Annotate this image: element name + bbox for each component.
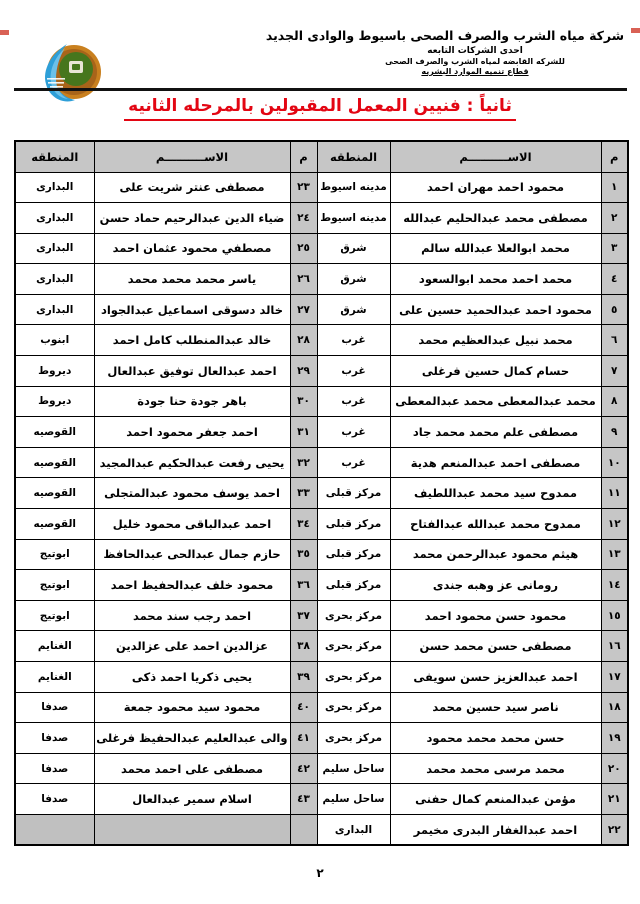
right-region-cell: غرب — [317, 447, 390, 478]
right-region-cell: ساحل سليم — [317, 753, 390, 784]
left-num-cell: ٤٢ — [290, 753, 317, 784]
right-num-cell: ٢ — [601, 203, 628, 234]
left-num-cell: ٢٣ — [290, 172, 317, 203]
table-row — [15, 662, 628, 693]
left-name-cell: مصطفى على احمد محمد — [94, 753, 290, 784]
header-name-right: الاســــــــــم — [390, 141, 601, 172]
left-num-cell — [290, 814, 317, 845]
right-region-cell: البدارى — [317, 814, 390, 845]
left-region-cell: الغنايم — [15, 631, 94, 662]
left-region-cell: صدفا — [15, 784, 94, 815]
right-name-cell: ممدوح محمد عبدالله عبدالفتاح — [390, 509, 601, 540]
left-region-cell: ابوتيج — [15, 539, 94, 570]
left-name-cell: خالد دسوقى اسماعيل عبدالجواد — [94, 294, 290, 325]
table-row — [15, 600, 628, 631]
left-region-cell: صدفا — [15, 723, 94, 754]
left-num-cell: ٣٠ — [290, 386, 317, 417]
left-name-cell — [94, 814, 290, 845]
header-num-right: م — [601, 141, 628, 172]
right-num-cell: ١٢ — [601, 509, 628, 540]
table-row — [15, 264, 628, 295]
left-region-cell: ابوتيج — [15, 570, 94, 601]
table-row — [15, 723, 628, 754]
right-num-cell: ٥ — [601, 294, 628, 325]
left-region-cell: القوصيه — [15, 447, 94, 478]
left-num-cell: ٢٦ — [290, 264, 317, 295]
right-num-cell: ١ — [601, 172, 628, 203]
left-name-cell: يحيى رفعت عبدالحكيم عبدالمجيد — [94, 447, 290, 478]
right-region-cell: شرق — [317, 264, 390, 295]
right-name-cell: مصطفى علم محمد محمد جاد — [390, 417, 601, 448]
table-row — [15, 325, 628, 356]
right-name-cell: محمود احمد مهران احمد — [390, 172, 601, 203]
left-num-cell: ٣٥ — [290, 539, 317, 570]
right-num-cell: ١٨ — [601, 692, 628, 723]
left-name-cell: مصطفي محمود عثمان احمد — [94, 233, 290, 264]
right-num-cell: ١٦ — [601, 631, 628, 662]
table-row — [15, 172, 628, 203]
left-region-cell: البدارى — [15, 294, 94, 325]
section-title: ثانياً : فنيين المعمل المقبولين بالمرحله الثانيه — [124, 96, 516, 121]
left-num-cell: ٣٣ — [290, 478, 317, 509]
header-num-left: م — [290, 141, 317, 172]
right-num-cell: ٢٢ — [601, 814, 628, 845]
table-row — [15, 203, 628, 234]
right-num-cell: ٦ — [601, 325, 628, 356]
header-region-right: المنطقه — [317, 141, 390, 172]
left-region-cell: القوصيه — [15, 417, 94, 448]
right-name-cell: محمد عبدالمعطى محمد عبدالمعطى — [390, 386, 601, 417]
company-name: شركة مياه الشرب والصرف الصحى باسيوط والوادى الجديد — [265, 28, 624, 43]
right-name-cell: محمد احمد محمد ابوالسعود — [390, 264, 601, 295]
left-name-cell: احمد عبدالعال توفيق عبدالعال — [94, 356, 290, 387]
right-name-cell: محمد ابوالعلا عبدالله سالم — [390, 233, 601, 264]
left-name-cell: اسلام سمير عبدالعال — [94, 784, 290, 815]
page-number: ٢ — [316, 866, 324, 880]
left-num-cell: ٢٧ — [290, 294, 317, 325]
right-region-cell: مركز قبلى — [317, 570, 390, 601]
document-header — [265, 28, 624, 77]
company-subline-1: احدى الشركات التابعه — [427, 45, 523, 56]
table-container — [14, 140, 629, 846]
right-num-cell: ١٠ — [601, 447, 628, 478]
left-name-cell: والى عبدالعليم عبدالحفيظ فرغلى — [94, 723, 290, 754]
right-name-cell: محمود حسن محمود احمد — [390, 600, 601, 631]
table-row — [15, 692, 628, 723]
right-region-cell: ساحل سليم — [317, 784, 390, 815]
table-row — [15, 814, 628, 845]
right-num-cell: ٩ — [601, 417, 628, 448]
left-name-cell: مصطفى عنتر شريت على — [94, 172, 290, 203]
right-num-cell: ٤ — [601, 264, 628, 295]
scan-artifact-right — [631, 28, 640, 33]
right-region-cell: مدينه اسيوط — [317, 172, 390, 203]
right-name-cell: هيثم محمود عبدالرحمن محمد — [390, 539, 601, 570]
right-region-cell: مركز بحرى — [317, 662, 390, 693]
right-num-cell: ١٧ — [601, 662, 628, 693]
left-num-cell: ٤٣ — [290, 784, 317, 815]
header-divider — [14, 88, 627, 91]
left-name-cell: باهر جودة حنا جودة — [94, 386, 290, 417]
right-num-cell: ١٥ — [601, 600, 628, 631]
left-region-cell: البدارى — [15, 264, 94, 295]
right-num-cell: ١٩ — [601, 723, 628, 754]
left-region-cell: ابنوب — [15, 325, 94, 356]
right-region-cell: مدينه اسيوط — [317, 203, 390, 234]
left-name-cell: حازم جمال عبدالحى عبدالحافظ — [94, 539, 290, 570]
table-row — [15, 233, 628, 264]
right-region-cell: شرق — [317, 233, 390, 264]
right-num-cell: ٧ — [601, 356, 628, 387]
left-region-cell: البدارى — [15, 172, 94, 203]
right-name-cell: مؤمن عبدالمنعم كمال حفنى — [390, 784, 601, 815]
right-name-cell: مصطفى احمد عبدالمنعم هدية — [390, 447, 601, 478]
left-num-cell: ٢٩ — [290, 356, 317, 387]
right-region-cell: غرب — [317, 386, 390, 417]
left-region-cell: ابوتيج — [15, 600, 94, 631]
table-row — [15, 478, 628, 509]
sector-name: قطاع تنميه الموارد البشريه — [421, 66, 529, 76]
table-row — [15, 417, 628, 448]
right-region-cell: غرب — [317, 325, 390, 356]
right-num-cell: ١١ — [601, 478, 628, 509]
right-name-cell: مصطفى حسن محمد حسن — [390, 631, 601, 662]
table-row — [15, 509, 628, 540]
left-name-cell: ضياء الدين عبدالرحيم حماد حسن — [94, 203, 290, 234]
table-body — [15, 172, 628, 845]
right-num-cell: ٢١ — [601, 784, 628, 815]
right-region-cell: مركز بحرى — [317, 600, 390, 631]
left-region-cell: صدفا — [15, 692, 94, 723]
right-name-cell: ناصر سيد حسين محمد — [390, 692, 601, 723]
left-num-cell: ٣٨ — [290, 631, 317, 662]
right-name-cell: ممدوح سيد محمد عبداللطيف — [390, 478, 601, 509]
left-name-cell: محمود خلف عبدالحفيظ احمد — [94, 570, 290, 601]
table-row — [15, 539, 628, 570]
table-row — [15, 570, 628, 601]
right-num-cell: ١٤ — [601, 570, 628, 601]
right-num-cell: ٣ — [601, 233, 628, 264]
right-region-cell: مركز قبلى — [317, 539, 390, 570]
left-num-cell: ٢٨ — [290, 325, 317, 356]
left-num-cell: ٣٤ — [290, 509, 317, 540]
section-title-wrap — [0, 96, 640, 121]
left-name-cell: احمد رجب سند محمد — [94, 600, 290, 631]
left-num-cell: ٣٦ — [290, 570, 317, 601]
right-region-cell: مركز بحرى — [317, 631, 390, 662]
left-region-cell: البدارى — [15, 203, 94, 234]
header-region-left: المنطقه — [15, 141, 94, 172]
left-region-cell: القوصيه — [15, 478, 94, 509]
left-name-cell: احمد عبدالباقى محمود خليل — [94, 509, 290, 540]
left-num-cell: ٢٤ — [290, 203, 317, 234]
left-num-cell: ٣٧ — [290, 600, 317, 631]
right-name-cell: مصطفى محمد عبدالحليم عبدالله — [390, 203, 601, 234]
left-name-cell: احمد يوسف محمود عبدالمتجلى — [94, 478, 290, 509]
right-region-cell: غرب — [317, 356, 390, 387]
left-name-cell: محمود سيد محمود جمعة — [94, 692, 290, 723]
left-name-cell: عزالدين احمد على عزالدين — [94, 631, 290, 662]
left-region-cell: صدفا — [15, 753, 94, 784]
right-region-cell: مركز بحرى — [317, 723, 390, 754]
table-row — [15, 753, 628, 784]
left-region-cell: القوصيه — [15, 509, 94, 540]
table-row — [15, 631, 628, 662]
right-name-cell: احمد عبدالعزيز حسن سويفى — [390, 662, 601, 693]
right-name-cell: محمد مرسى محمد محمد — [390, 753, 601, 784]
scan-artifact-left — [0, 30, 9, 35]
accepted-technicians-table — [14, 140, 629, 846]
right-num-cell: ١٣ — [601, 539, 628, 570]
left-num-cell: ٢٥ — [290, 233, 317, 264]
table-row — [15, 447, 628, 478]
left-name-cell: احمد جعفر محمود احمد — [94, 417, 290, 448]
right-name-cell: حسام كمال حسين فرغلى — [390, 356, 601, 387]
right-region-cell: مركز قبلى — [317, 509, 390, 540]
left-num-cell: ٤١ — [290, 723, 317, 754]
left-name-cell: يحيى ذكريا احمد ذكى — [94, 662, 290, 693]
left-name-cell: ياسر محمد محمد محمد — [94, 264, 290, 295]
right-region-cell: مركز بحرى — [317, 692, 390, 723]
left-name-cell: خالد عبدالمنطلب كامل احمد — [94, 325, 290, 356]
left-region-cell: البدارى — [15, 233, 94, 264]
left-num-cell: ٣٩ — [290, 662, 317, 693]
table-header-row — [15, 141, 628, 172]
left-region-cell: ديروط — [15, 356, 94, 387]
right-region-cell: غرب — [317, 417, 390, 448]
table-row — [15, 784, 628, 815]
right-name-cell: رومانى عز وهبه جندى — [390, 570, 601, 601]
right-name-cell: محمد نبيل عبدالعظيم محمد — [390, 325, 601, 356]
right-name-cell: محمود احمد عبدالحميد حسين على — [390, 294, 601, 325]
table-row — [15, 386, 628, 417]
left-num-cell: ٣١ — [290, 417, 317, 448]
left-region-cell — [15, 814, 94, 845]
right-num-cell: ٢٠ — [601, 753, 628, 784]
left-region-cell: ديروط — [15, 386, 94, 417]
right-region-cell: مركز قبلى — [317, 478, 390, 509]
left-num-cell: ٤٠ — [290, 692, 317, 723]
right-name-cell: احمد عبدالغفار البدرى مخيمر — [390, 814, 601, 845]
company-subline-2: للشركه القابضه لمياه الشرب والصرف الصحى — [385, 56, 565, 66]
header-name-left: الاســــــــــم — [94, 141, 290, 172]
table-row — [15, 294, 628, 325]
left-region-cell: الغنايم — [15, 662, 94, 693]
right-num-cell: ٨ — [601, 386, 628, 417]
table-row — [15, 356, 628, 387]
left-num-cell: ٣٢ — [290, 447, 317, 478]
right-region-cell: شرق — [317, 294, 390, 325]
right-name-cell: حسن محمد محمد محمود — [390, 723, 601, 754]
